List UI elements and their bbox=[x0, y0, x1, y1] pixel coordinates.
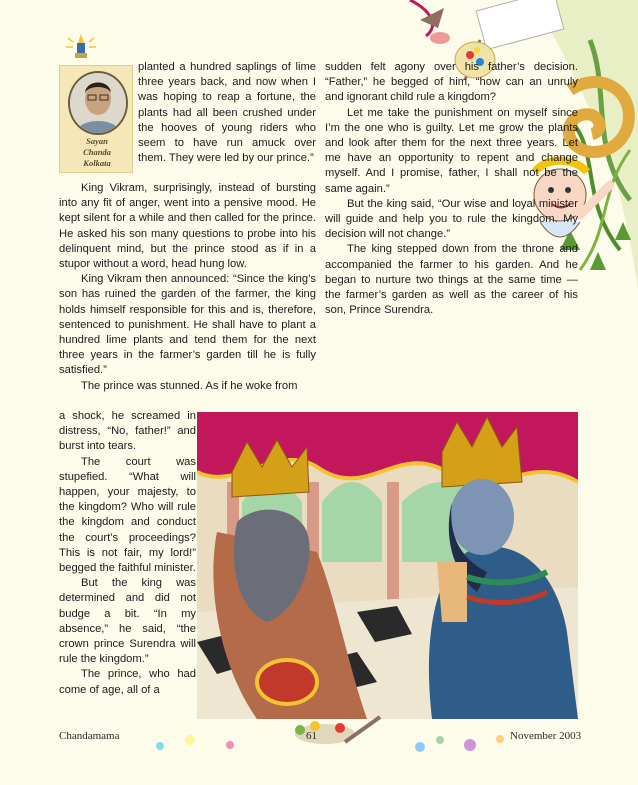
story-illustration bbox=[197, 412, 578, 719]
story-paragraph: But the king said, “Our wise and loyal minister will guide and help you to rule the kingdom. My decision will not change.” bbox=[325, 197, 578, 241]
story-paragraph: The prince was stunned. As if he woke from bbox=[81, 379, 298, 392]
story-column-a bbox=[138, 60, 316, 166]
footer-page-number: 61 bbox=[306, 730, 317, 742]
footer-magazine-name: Chandamama bbox=[59, 730, 120, 742]
story-column-d bbox=[325, 60, 578, 318]
author-city: Kolkata bbox=[83, 158, 111, 168]
author-caption bbox=[60, 136, 134, 169]
story-paragraph: The prince, who had come of age, all of a bbox=[59, 668, 196, 696]
story-paragraph: The court was stupefied. “What will happen, your majesty, to the kingdom? Who will rule the kingdom and conduct the court’s proceedings? This is not fair, my lord!” begged the faithful minister. bbox=[59, 455, 196, 575]
story-paragraph: King Vikram, surprisingly, instead of bursting into any fit of anger, went into a pensive mood. He kept silent for a while and then called for the prince. He asked his son many questions to probe into his delinquent mind, but the prince stood as if in a stupor without a word, head hung low. bbox=[59, 182, 316, 271]
lamp-icon bbox=[64, 32, 98, 62]
author-photo bbox=[68, 71, 128, 135]
story-paragraph: But the king was determined and did not budge a bit. “In my absence,” he said, “the crown prince Surendra will rule the kingdom.” bbox=[59, 577, 196, 666]
story-paragraph: a shock, he screamed in distress, “No, father!” and burst into tears. bbox=[59, 410, 196, 453]
author-middle-name: Chanda bbox=[83, 147, 111, 157]
story-paragraph: Let me take the punishment on myself since I’m the one who is guilty. Let me grow the plants and look after them for the next three years. Let me have an opportunity to repent and change myself. And I promise, father, I shall not be the same again.” bbox=[325, 106, 578, 195]
story-column-c bbox=[59, 409, 196, 698]
story-paragraph: King Vikram then announced: “Since the king’s son has ruined the garden of the farmer, the king holds himself responsible for this and is, therefore, sentenced to punishment. He shall have to plant a hundred lime plants and tend them for the next three years in the farmer’s garden till he is fully satisfied.” bbox=[59, 273, 316, 377]
footer-issue-date: November 2003 bbox=[510, 730, 582, 742]
author-photo-box bbox=[59, 65, 133, 173]
story-column-b bbox=[59, 181, 316, 394]
story-paragraph: planted a hundred saplings of lime three years back, and now when I was hoping to reap a fortune, the plants had all been crushed under the hooves of young riders who seem to have run amuck over them. They were led by our prince.” bbox=[138, 61, 316, 165]
story-paragraph: The king stepped down from the throne and accompanied the farmer to his garden. And he began to nurture two things at the same time — the farmer’s garden as well as the career of his son, Prince Surendra. bbox=[325, 243, 578, 317]
story-paragraph: sudden felt agony over his father’s decision. “Father,” he begged of him, “how can an unruly and ignorant child rule a kingdom? bbox=[325, 61, 578, 104]
author-first-name: Sayan bbox=[86, 136, 108, 146]
footer-decoration bbox=[0, 712, 638, 785]
